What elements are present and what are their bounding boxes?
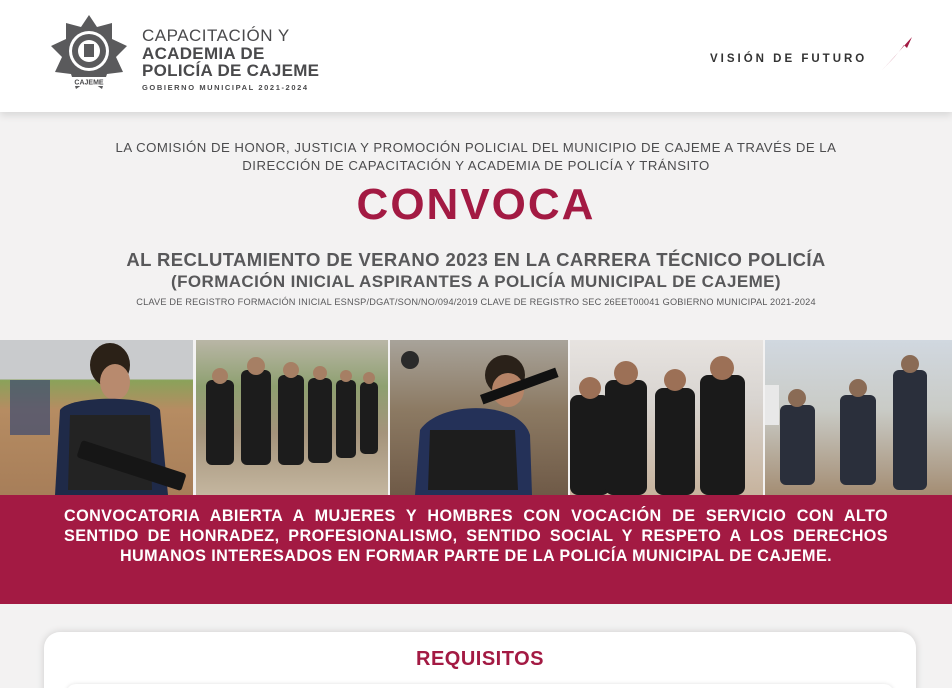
formacion-subheading: (FORMACIÓN INICIAL ASPIRANTES A POLICÍA MUNICIPAL DE CAJEME) [171,272,781,291]
requisitos-title: REQUISITOS [416,648,544,670]
badge-text: CAJEME [74,79,104,87]
photo-cadets-in-line [196,340,388,495]
org-line-2: ACADEMIA DE [142,44,265,63]
call-banner: CONVOCATORIA ABIERTA A MUJERES Y HOMBRES CON VOCACIÓN DE SERVICIO CON ALTO SENTIDO DE HONRADEZ, PROFESIONALISMO, SENTIDO SOCIAL Y RESPETO A LOS DERECHOS HUMANOS INTERESADOS EN FORMAR PARTE DE LA POLICÍA MUNICIPAL DE CAJEME. [0,495,952,604]
photo-female-cadets [570,340,763,495]
clave-registro: CLAVE DE REGISTRO FORMACIÓN INICIAL ESNSP/DGAT/SON/NO/094/2019 CLAVE DE REGISTRO SEC 26EET00041 GOBIERNO MUNICIPAL 2021-2024 [136,297,816,307]
police-badge-logo [48,13,130,93]
org-line-4: GOBIERNO MUNICIPAL 2021-2024 [142,83,309,92]
intro-text [50,139,902,175]
requisitos-card [44,632,916,688]
org-line-1: CAPACITACIÓN Y [142,26,290,45]
photo-strip [0,340,952,495]
page-header [0,0,952,112]
photo-shooting-range [765,340,952,495]
requisitos-list-container [66,684,894,688]
reclutamiento-heading: AL RECLUTAMIENTO DE VERANO 2023 EN LA CARRERA TÉCNICO POLICÍA [126,249,826,270]
arrow-icon [876,34,916,74]
photo-officer-aiming [390,340,568,495]
organization-name [142,27,319,92]
photo-officer-with-rifle [0,340,193,495]
intro-line-2: DIRECCIÓN DE CAPACITACIÓN Y ACADEMIA DE POLICÍA Y TRÁNSITO [242,158,710,173]
tagline: VISIÓN DE FUTURO [710,53,868,65]
convoca-heading: CONVOCA [356,180,596,229]
intro-line-1: LA COMISIÓN DE HONOR, JUSTICIA Y PROMOCIÓN POLICIAL DEL MUNICIPIO DE CAJEME A TRAVÉS DE LA [115,140,837,155]
org-line-3: POLICÍA DE CAJEME [142,61,320,80]
